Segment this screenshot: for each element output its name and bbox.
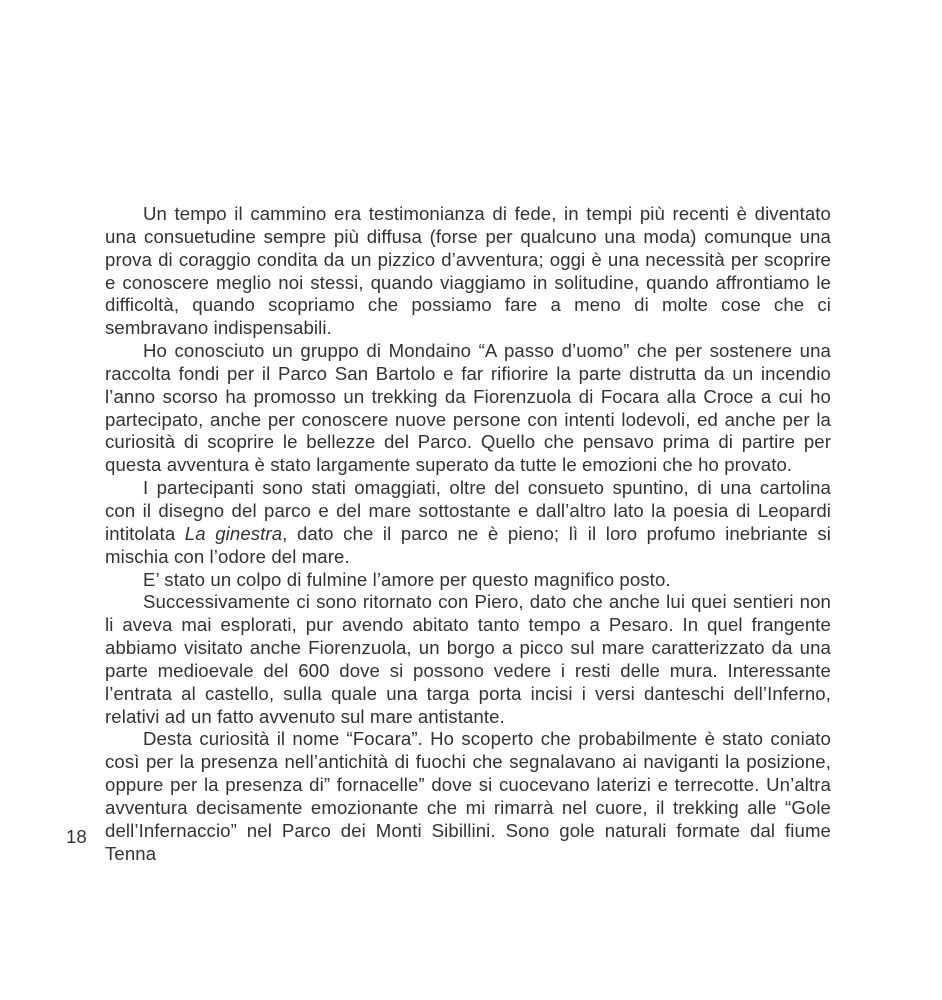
paragraph <box>105 477 831 568</box>
paragraph <box>105 340 831 477</box>
text-run: Desta curiosità il nome “Focara”. Ho scoperto che probabilmente è stato coniato così per la presenza nell’antichità di fuochi che segnalavano ai naviganti la posizione, oppure per la presenza di” fornacelle” dove si cuocevano laterizi e terrecotte. Un’altra avventura decisamente emozionante che mi rimarrà nel cuore, il trekking alle “Gole dell’Infernaccio” nel Parco dei Monti Sibillini. Sono gole naturali formate dal fiume Tenna <box>105 728 831 864</box>
paragraph <box>105 728 831 865</box>
paragraph <box>105 203 831 340</box>
paragraph <box>105 569 831 592</box>
text-run: Successivamente ci sono ritornato con Piero, dato che anche lui quei sentieri non li aveva mai esplorati, pur avendo abitato tanto tempo a Pesaro. In quel frangente abbiamo visitato anche Fiorenzuola, un borgo a picco sul mare caratterizzato da una parte medioevale del 600 dove si possono vedere i resti delle mura. Interessante l’entrata al castello, sulla quale una targa porta incisi i versi danteschi dell’Inferno, relativi ad un fatto avvenuto sul mare antistante. <box>105 591 831 727</box>
paragraph <box>105 591 831 728</box>
text-run: , dato che il parco ne è pieno; lì il loro profumo inebriante si mischia con l’odore del mare. <box>105 522 831 567</box>
text-run: Un tempo il cammino era testimonianza di fede, in tempi più recenti è diventato una consuetudine sempre più diffusa (forse per qualcuno una moda) comunque una prova di coraggio condita da un pizzico d’avventura; oggi è una necessità per scoprire e conoscere meglio noi stessi, quando viaggiamo in solitudine, quando affrontiamo le difficoltà, quando scopriamo che possiamo fare a meno di molte cose che ci sembravano indispensabili. <box>105 203 831 339</box>
italic-text-run: La ginestra <box>184 522 283 544</box>
text-run: I partecipanti sono stati omaggiati, oltre del consueto spuntino, di una cartolina con il disegno del parco e del mare sottostante e dall’altro lato la poesia di Leopardi intitolata <box>105 477 831 544</box>
text-run: Ho conosciuto un gruppo di Mondaino “A passo d’uomo” che per sostenere una raccolta fondi per il Parco San Bartolo e far rifiorire la parte distrutta da un incendio l’anno scorso ha promosso un trekking da Fiorenzuola di Focara alla Croce a cui ho partecipato, anche per conoscere nuove persone con intenti lodevoli, ed anche per la curiosità di scoprire le bellezze del Parco. Quello che pensavo prima di partire per questa avventura è stato largamente superato da tutte le emozioni che ho provato. <box>105 340 831 476</box>
page-number: 18 <box>66 826 87 847</box>
text-block <box>105 203 831 865</box>
text-run: E’ stato un colpo di fulmine l’amore per questo magnifico posto. <box>143 568 671 590</box>
